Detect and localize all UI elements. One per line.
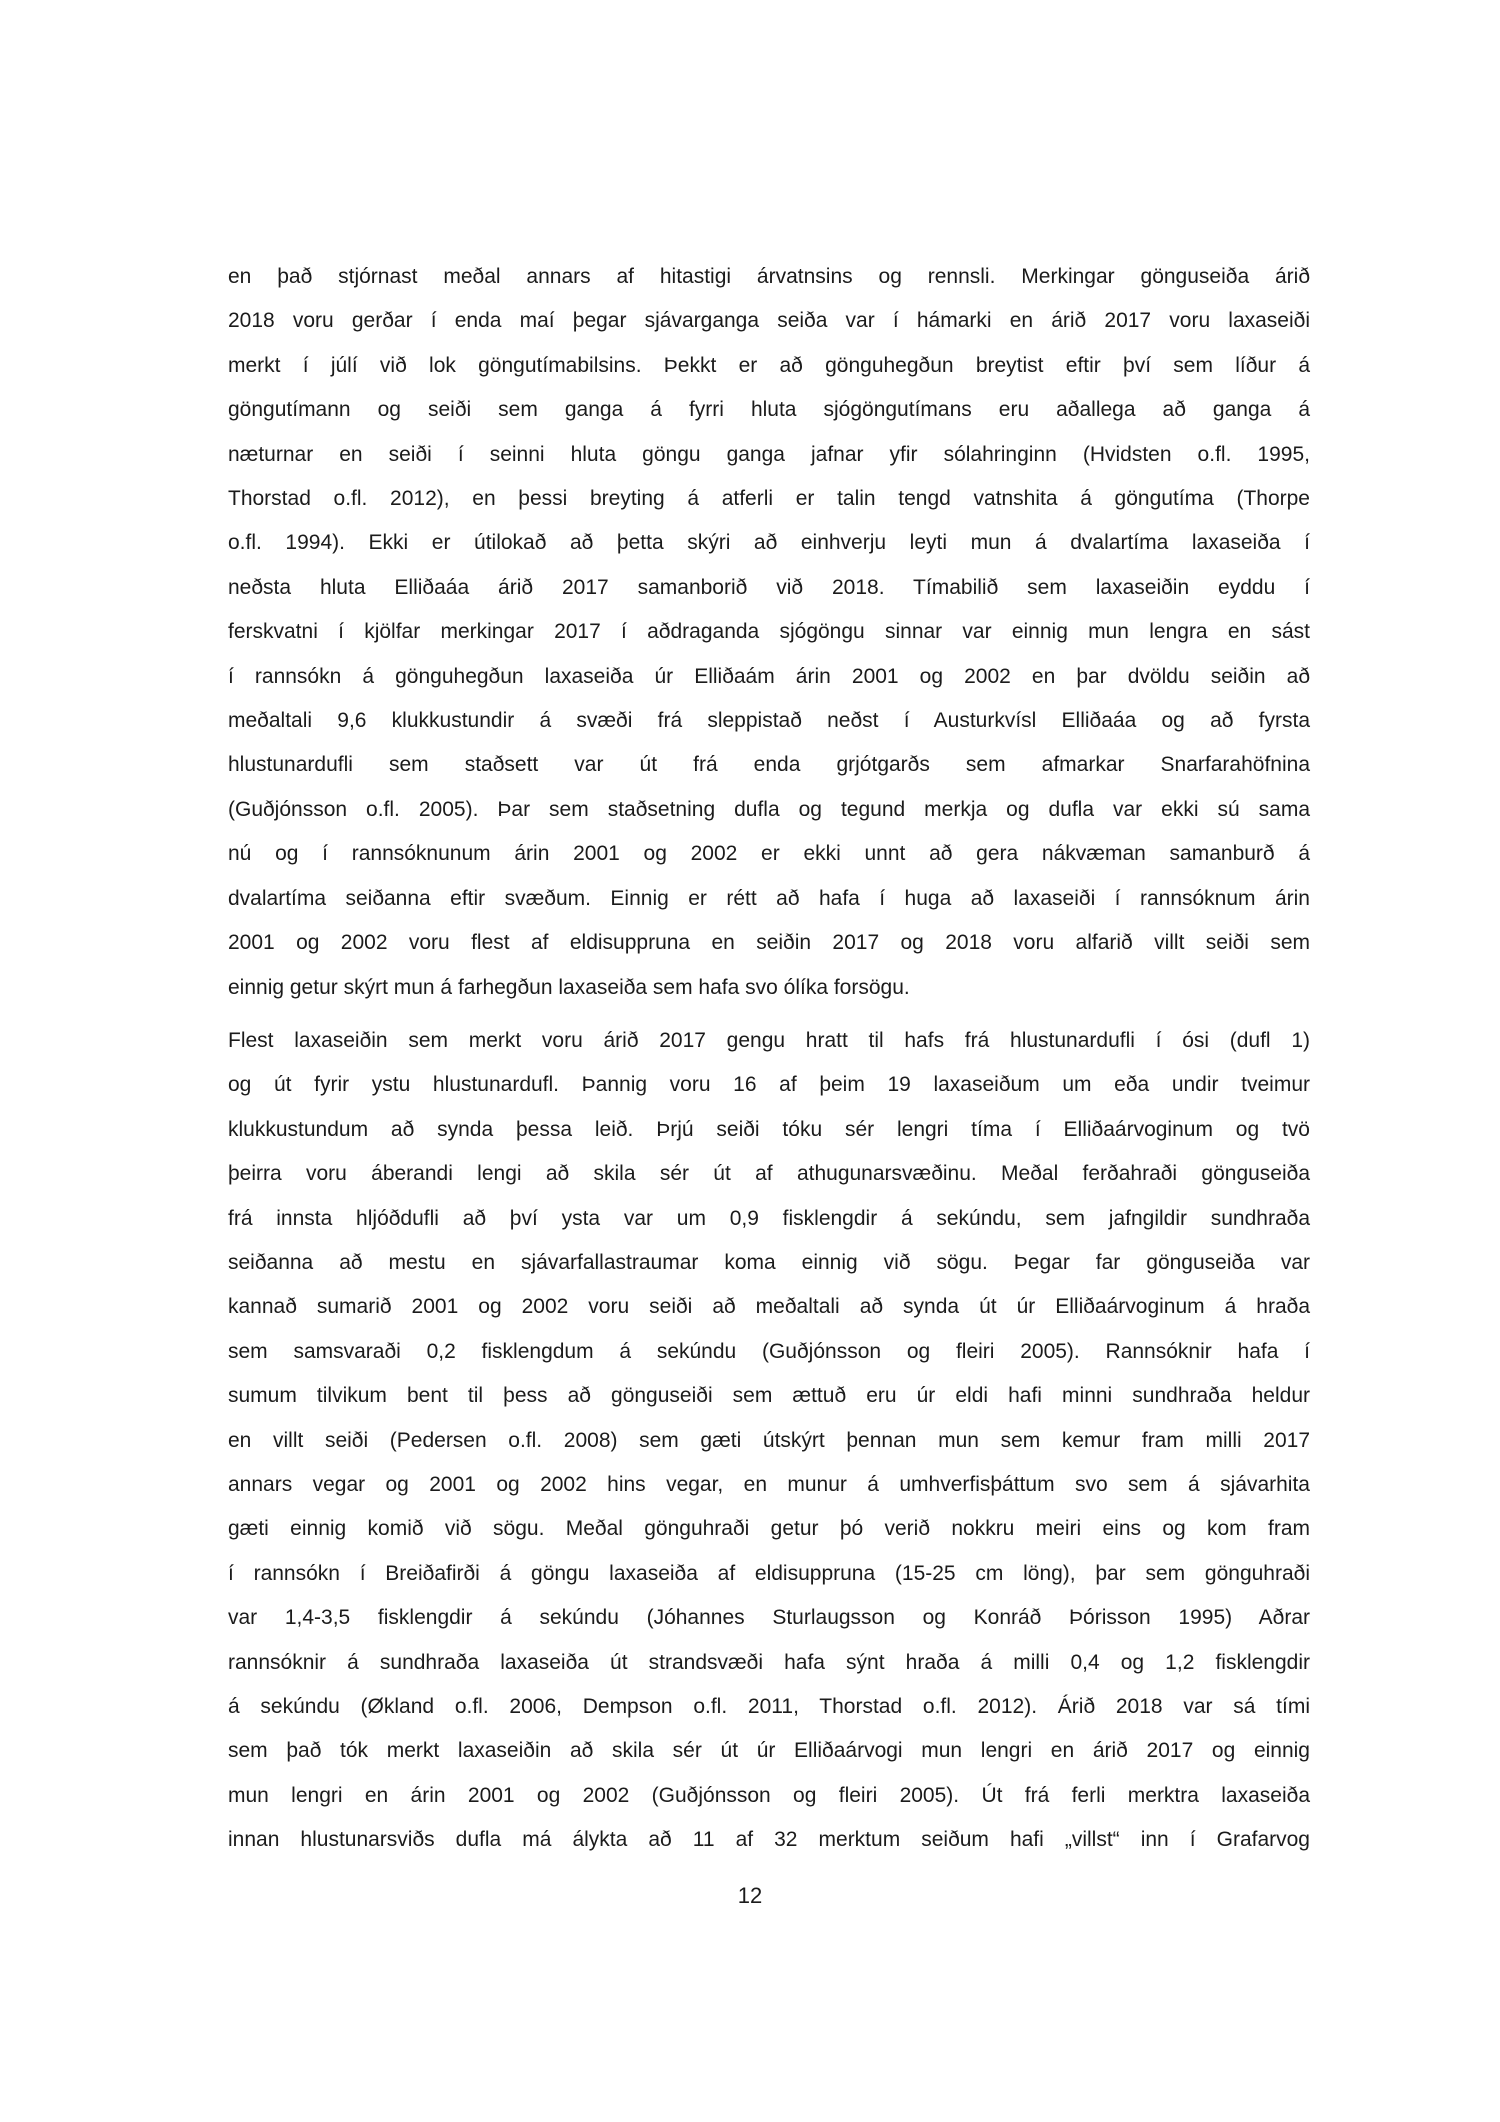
- text-line: sumum tilvikum bent til þess að gönguseiði sem ættuð eru úr eldi hafi minni sundhraða heldur: [228, 1384, 1310, 1408]
- text-line: sem samsvaraði 0,2 fisklengdum á sekúndu (Guðjónsson og fleiri 2005). Rannsóknir hafa í: [228, 1339, 1310, 1363]
- text-line: hlustunardufli sem staðsett var út frá enda grjótgarðs sem afmarkar Snarfarahöfnina: [228, 753, 1310, 777]
- text-line: Flest laxaseiðin sem merkt voru árið 2017 gengu hratt til hafs frá hlustunardufli í ósi (dufl 1): [228, 1028, 1310, 1052]
- text-line: neðsta hluta Elliðaáa árið 2017 samanborið við 2018. Tímabilið sem laxaseiðin eyddu í: [228, 575, 1310, 599]
- text-line: dvalartíma seiðanna eftir svæðum. Einnig er rétt að hafa í huga að laxaseiði í rannsóknum árin: [228, 886, 1310, 910]
- body-text: [228, 255, 1310, 1872]
- text-line: en villt seiði (Pedersen o.fl. 2008) sem gæti útskýrt þennan mun sem kemur fram milli 2017: [228, 1428, 1310, 1452]
- paragraph: [228, 1019, 1310, 1863]
- text-line: á sekúndu (Økland o.fl. 2006, Dempson o.fl. 2011, Thorstad o.fl. 2012). Árið 2018 var sá tími: [228, 1695, 1310, 1718]
- text-line: gæti einnig komið við sögu. Meðal gönguhraði getur þó verið nokkru meiri eins og kom fram: [228, 1517, 1310, 1541]
- text-line: kannað sumarið 2001 og 2002 voru seiði að meðaltali að synda út úr Elliðaárvoginum á hraða: [228, 1295, 1310, 1319]
- text-line: 2001 og 2002 voru flest af eldisuppruna en seiðin 2017 og 2018 voru alfarið villt seiði sem: [228, 931, 1310, 955]
- text-line: göngutímann og seiði sem ganga á fyrri hluta sjógöngutímans eru aðallega að ganga á: [228, 398, 1310, 422]
- page-number: 12: [737, 1883, 763, 1908]
- text-line: Thorstad o.fl. 2012), en þessi breyting á atferli er talin tengd vatnshita á göngutíma (Thorpe: [228, 487, 1310, 511]
- text-line: var 1,4-3,5 fisklengdir á sekúndu (Jóhannes Sturlaugsson og Konráð Þórisson 1995) Aðrar: [228, 1606, 1310, 1630]
- text-line: meðaltali 9,6 klukkustundir á svæði frá sleppistað neðst í Austurkvísl Elliðaáa og að fyrsta: [228, 709, 1310, 733]
- text-line: einnig getur skýrt mun á farhegðun laxaseiða sem hafa svo ólíka forsögu.: [228, 975, 910, 999]
- text-line: rannsóknir á sundhraða laxaseiða út strandsvæði hafa sýnt hraða á milli 0,4 og 1,2 fisklengdir: [228, 1650, 1310, 1674]
- paragraph: [228, 255, 1310, 1010]
- text-line: innan hlustunarsviðs dufla má álykta að 11 af 32 merktum seiðum hafi „villst“ inn í Grafarvog: [228, 1828, 1310, 1852]
- text-line: og út fyrir ystu hlustunardufl. Þannig voru 16 af þeim 19 laxaseiðum um eða undir tveimur: [228, 1073, 1310, 1097]
- text-line: í rannsókn á gönguhegðun laxaseiða úr Elliðaám árin 2001 og 2002 en þar dvöldu seiðin að: [228, 664, 1310, 688]
- text-line: merkt í júlí við lok göngutímabilsins. Þekkt er að gönguhegðun breytist eftir því sem líður á: [228, 353, 1310, 377]
- text-line: annars vegar og 2001 og 2002 hins vegar, en munur á umhverfisþáttum svo sem á sjávarhita: [228, 1472, 1310, 1496]
- page-footer: [0, 1879, 1500, 1913]
- text-line: nú og í rannsóknunum árin 2001 og 2002 er ekki unnt að gera nákvæman samanburð á: [228, 842, 1310, 866]
- text-line: en það stjórnast meðal annars af hitastigi árvatnsins og rennsli. Merkingar gönguseiða árið: [228, 265, 1310, 288]
- text-line: (Guðjónsson o.fl. 2005). Þar sem staðsetning dufla og tegund merkja og dufla var ekki sú sama: [228, 797, 1310, 821]
- text-line: klukkustundum að synda þessa leið. Þrjú seiði tóku sér lengri tíma í Elliðaárvoginum og tvö: [228, 1117, 1310, 1141]
- text-line: í rannsókn í Breiðafirði á göngu laxaseiða af eldisuppruna (15-25 cm löng), þar sem gönguhraði: [228, 1561, 1310, 1585]
- text-line: þeirra voru áberandi lengi að skila sér út af athugunarsvæðinu. Meðal ferðahraði gönguseiða: [228, 1162, 1310, 1186]
- text-line: ferskvatni í kjölfar merkingar 2017 í aðdraganda sjógöngu sinnar var einnig mun lengra en sást: [228, 620, 1310, 644]
- text-line: næturnar en seiði í seinni hluta göngu ganga jafnar yfir sólahringinn (Hvidsten o.fl. 1995,: [228, 442, 1310, 466]
- text-line: o.fl. 1994). Ekki er útilokað að þetta skýri að einhverju leyti mun á dvalartíma laxaseiða í: [228, 531, 1310, 555]
- text-line: mun lengri en árin 2001 og 2002 (Guðjónsson og fleiri 2005). Út frá ferli merktra laxaseiða: [228, 1783, 1310, 1807]
- text-line: 2018 voru gerðar í enda maí þegar sjávarganga seiða var í hámarki en árið 2017 voru laxaseiði: [228, 309, 1310, 333]
- text-line: frá innsta hljóðdufli að því ysta var um 0,9 fisklengdir á sekúndu, sem jafngildir sundhraða: [228, 1206, 1310, 1230]
- text-line: sem það tók merkt laxaseiðin að skila sér út úr Elliðaárvogi mun lengri en árið 2017 og einnig: [228, 1739, 1310, 1763]
- text-line: seiðanna að mestu en sjávarfallastraumar koma einnig við sögu. Þegar far gönguseiða var: [228, 1250, 1310, 1274]
